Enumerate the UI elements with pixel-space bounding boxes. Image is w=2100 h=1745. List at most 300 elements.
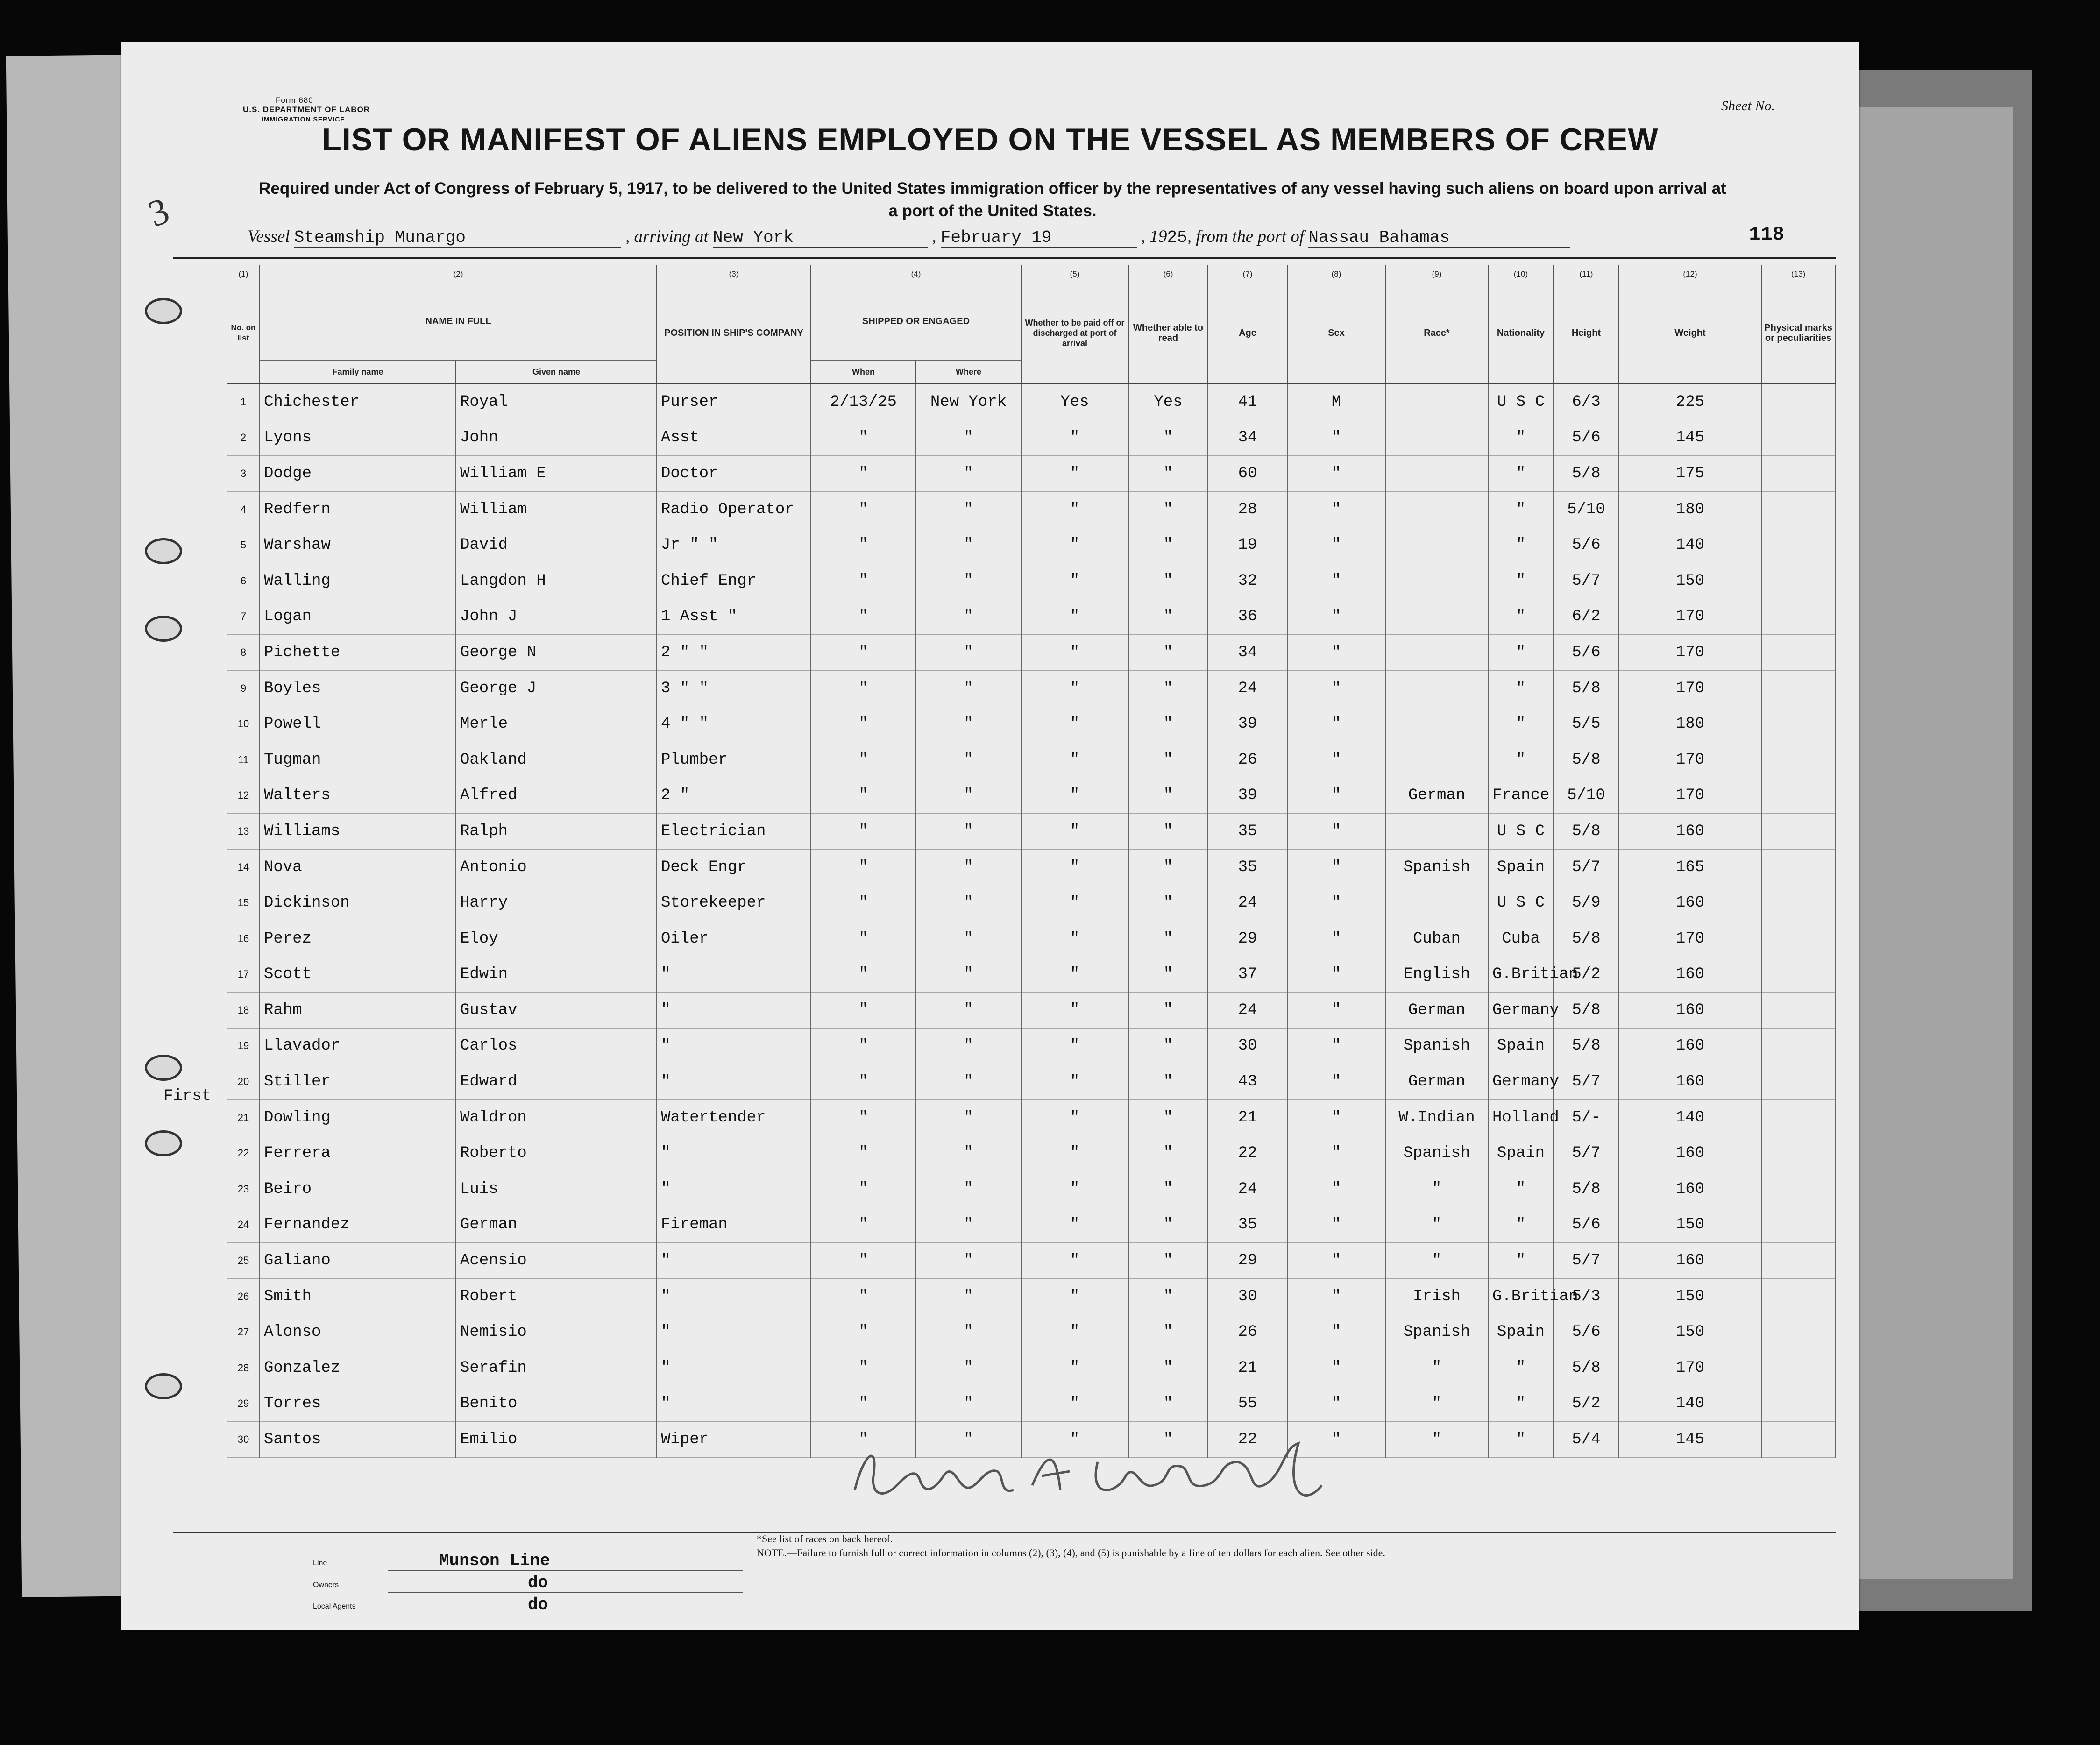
header-age: Age (1208, 283, 1287, 384)
cell-family: Galiano (260, 1243, 456, 1279)
officer-signature (836, 1434, 1359, 1516)
cell-read: " (1128, 885, 1208, 921)
cell-nationality: Spain (1488, 1314, 1554, 1350)
cell-weight: 160 (1619, 814, 1761, 850)
cell-marks (1761, 1207, 1835, 1243)
cell-when: " (811, 1207, 916, 1243)
cell-when: " (811, 921, 916, 957)
cell-paid: " (1021, 1099, 1128, 1135)
cell-given: William (456, 491, 657, 527)
table-row (227, 849, 1835, 885)
year-prefix: , 19 (1141, 227, 1167, 246)
cell-race: Spanish (1385, 849, 1488, 885)
table-row (227, 670, 1835, 706)
cell-where: " (916, 1171, 1021, 1207)
cell-age: 43 (1208, 1064, 1287, 1100)
cell-position: Fireman (657, 1207, 811, 1243)
table-row (227, 1243, 1835, 1279)
cell-marks (1761, 1314, 1835, 1350)
cell-race (1385, 527, 1488, 563)
cell-sex: M (1287, 384, 1385, 420)
cell-sex: " (1287, 1278, 1385, 1314)
cell-position: " (657, 1243, 811, 1279)
cell-family: Chichester (260, 384, 456, 420)
cell-weight: 140 (1619, 1386, 1761, 1422)
cell-position: " (657, 1135, 811, 1171)
cell-no: 30 (227, 1422, 260, 1458)
cell-sex: " (1287, 1386, 1385, 1422)
cell-weight: 160 (1619, 1028, 1761, 1064)
cell-weight: 170 (1619, 921, 1761, 957)
cell-given: Gustav (456, 993, 657, 1029)
cell-sex: " (1287, 1135, 1385, 1171)
cell-height: 5/9 (1554, 885, 1619, 921)
cell-where: " (916, 1243, 1021, 1279)
col-num-12: (12) (1619, 265, 1761, 283)
cell-given: Harry (456, 885, 657, 921)
cell-no: 5 (227, 527, 260, 563)
cell-family: Logan (260, 599, 456, 635)
arrival-port: New York (713, 228, 928, 248)
form-header (243, 96, 370, 124)
cell-read: " (1128, 1350, 1208, 1386)
cell-age: 37 (1208, 957, 1287, 993)
cell-when: " (811, 885, 916, 921)
cell-given: Antonio (456, 849, 657, 885)
cell-position: 3 " " (657, 670, 811, 706)
cell-when: " (811, 635, 916, 671)
cell-when: " (811, 1350, 916, 1386)
table-row (227, 778, 1835, 814)
cell-height: 5/2 (1554, 1386, 1619, 1422)
cell-weight: 150 (1619, 1278, 1761, 1314)
cell-when: " (811, 993, 916, 1029)
sheet-number: 118 (1749, 223, 1784, 246)
cell-family: Beiro (260, 1171, 456, 1207)
cell-age: 29 (1208, 1243, 1287, 1279)
cell-when: " (811, 957, 916, 993)
cell-family: Stiller (260, 1064, 456, 1100)
cell-where: " (916, 706, 1021, 742)
cell-when: " (811, 1028, 916, 1064)
cell-sex: " (1287, 1422, 1385, 1458)
header-weight: Weight (1619, 283, 1761, 384)
cell-where: " (916, 563, 1021, 599)
cell-where: " (916, 1135, 1021, 1171)
vessel-name: Steamship Munargo (294, 228, 621, 248)
cell-given: Emilio (456, 1422, 657, 1458)
cell-marks (1761, 384, 1835, 420)
page-title: LIST OR MANIFEST OF ALIENS EMPLOYED ON THE VESSEL AS MEMBERS OF CREW (322, 122, 1659, 157)
cell-when: " (811, 1135, 916, 1171)
cell-weight: 170 (1619, 742, 1761, 778)
cell-nationality: U S C (1488, 814, 1554, 850)
cell-read: " (1128, 1099, 1208, 1135)
cell-height: 5/3 (1554, 1278, 1619, 1314)
cell-when: " (811, 670, 916, 706)
header-paid-off: Whether to be paid off or discharged at port of arrival (1021, 283, 1128, 384)
cell-marks (1761, 778, 1835, 814)
cell-read: " (1128, 778, 1208, 814)
cell-no: 12 (227, 778, 260, 814)
cell-paid: " (1021, 1386, 1128, 1422)
binder-hole (145, 298, 182, 324)
cell-no: 2 (227, 420, 260, 456)
cell-when: " (811, 849, 916, 885)
race-note: *See list of races on back hereof. (757, 1533, 893, 1545)
cell-race (1385, 670, 1488, 706)
cell-read: " (1128, 599, 1208, 635)
cell-paid: " (1021, 1350, 1128, 1386)
cell-no: 8 (227, 635, 260, 671)
cell-paid: " (1021, 491, 1128, 527)
cell-weight: 160 (1619, 1135, 1761, 1171)
cell-given: George N (456, 635, 657, 671)
cell-height: 5/8 (1554, 814, 1619, 850)
cell-read: " (1128, 420, 1208, 456)
cell-given: Alfred (456, 778, 657, 814)
cell-sex: " (1287, 1099, 1385, 1135)
cell-height: 5/8 (1554, 1028, 1619, 1064)
cell-position: Radio Operator (657, 491, 811, 527)
cell-given: Nemisio (456, 1314, 657, 1350)
cell-paid: " (1021, 849, 1128, 885)
cell-read: " (1128, 993, 1208, 1029)
cell-when: 2/13/25 (811, 384, 916, 420)
cell-position: " (657, 1350, 811, 1386)
cell-position: 2 " (657, 778, 811, 814)
cell-weight: 160 (1619, 957, 1761, 993)
cell-marks (1761, 993, 1835, 1029)
cell-read: " (1128, 742, 1208, 778)
cell-height: 5/2 (1554, 957, 1619, 993)
cell-where: " (916, 635, 1021, 671)
cell-race: " (1385, 1386, 1488, 1422)
cell-position: " (657, 993, 811, 1029)
cell-height: 5/10 (1554, 491, 1619, 527)
cell-where: " (916, 921, 1021, 957)
cell-position: Purser (657, 384, 811, 420)
table-row (227, 921, 1835, 957)
table-row (227, 1171, 1835, 1207)
cell-position: " (657, 1278, 811, 1314)
col-num-3: (3) (657, 265, 811, 283)
cell-given: Edward (456, 1064, 657, 1100)
cell-when: " (811, 1386, 916, 1422)
cell-race (1385, 384, 1488, 420)
from-label: , from the port of (1187, 227, 1305, 246)
cell-sex: " (1287, 1171, 1385, 1207)
cell-paid: " (1021, 957, 1128, 993)
table-row (227, 1064, 1835, 1100)
line-label: Line (313, 1559, 327, 1567)
cell-no: 23 (227, 1171, 260, 1207)
cell-race (1385, 706, 1488, 742)
cell-marks (1761, 921, 1835, 957)
cell-given: Edwin (456, 957, 657, 993)
cell-read: " (1128, 635, 1208, 671)
cell-paid: " (1021, 635, 1128, 671)
cell-paid: " (1021, 742, 1128, 778)
cell-marks (1761, 957, 1835, 993)
margin-note: First (163, 1087, 212, 1105)
cell-height: 5/7 (1554, 1135, 1619, 1171)
col-num-10: (10) (1488, 265, 1554, 283)
agents-value: do (528, 1595, 548, 1614)
cell-nationality: " (1488, 1243, 1554, 1279)
sheet-no-label: Sheet No. (1721, 98, 1775, 113)
cell-age: 30 (1208, 1028, 1287, 1064)
cell-given: William E (456, 456, 657, 492)
cell-given: Langdon H (456, 563, 657, 599)
cell-nationality: " (1488, 1422, 1554, 1458)
cell-age: 34 (1208, 635, 1287, 671)
table-row (227, 563, 1835, 599)
cell-weight: 170 (1619, 778, 1761, 814)
cell-race: English (1385, 957, 1488, 993)
cell-nationality: G.Britian (1488, 957, 1554, 993)
cell-height: 6/2 (1554, 599, 1619, 635)
crew-table-wrap (227, 265, 1836, 1458)
cell-no: 6 (227, 563, 260, 599)
col-num-7: (7) (1208, 265, 1287, 283)
cell-family: Pichette (260, 635, 456, 671)
cell-where: " (916, 670, 1021, 706)
cell-given: Merle (456, 706, 657, 742)
cell-position: " (657, 957, 811, 993)
service-name: IMMIGRATION SERVICE (262, 115, 345, 123)
cell-position: " (657, 1028, 811, 1064)
cell-when: " (811, 420, 916, 456)
cell-when: " (811, 1171, 916, 1207)
header-when: When (811, 360, 916, 384)
cell-marks (1761, 1064, 1835, 1100)
cell-given: Luis (456, 1171, 657, 1207)
cell-age: 28 (1208, 491, 1287, 527)
cell-age: 26 (1208, 1314, 1287, 1350)
cell-given: David (456, 527, 657, 563)
cell-age: 41 (1208, 384, 1287, 420)
col-num-9: (9) (1385, 265, 1488, 283)
header-height: Height (1554, 283, 1619, 384)
cell-nationality: " (1488, 670, 1554, 706)
corner-mark: 3 (142, 190, 175, 235)
cell-family: Santos (260, 1422, 456, 1458)
cell-weight: 175 (1619, 456, 1761, 492)
col-num-13: (13) (1761, 265, 1835, 283)
cell-paid: " (1021, 814, 1128, 850)
cell-weight: 170 (1619, 599, 1761, 635)
table-row (227, 993, 1835, 1029)
table-row (227, 527, 1835, 563)
table-row (227, 420, 1835, 456)
cell-sex: " (1287, 885, 1385, 921)
binder-hole (145, 1130, 182, 1156)
cell-race (1385, 420, 1488, 456)
cell-height: 5/8 (1554, 1350, 1619, 1386)
cell-sex: " (1287, 456, 1385, 492)
cell-marks (1761, 849, 1835, 885)
cell-age: 21 (1208, 1350, 1287, 1386)
cell-marks (1761, 527, 1835, 563)
cell-race: Cuban (1385, 921, 1488, 957)
table-row (227, 1207, 1835, 1243)
cell-age: 22 (1208, 1135, 1287, 1171)
cell-nationality: France (1488, 778, 1554, 814)
table-row (227, 706, 1835, 742)
cell-age: 24 (1208, 670, 1287, 706)
cell-race: German (1385, 1064, 1488, 1100)
cell-family: Fernandez (260, 1207, 456, 1243)
header-physical-marks: Physical marks or peculiarities (1761, 283, 1835, 384)
cell-read: " (1128, 563, 1208, 599)
cell-no: 20 (227, 1064, 260, 1100)
cell-sex: " (1287, 1064, 1385, 1100)
cell-sex: " (1287, 957, 1385, 993)
cell-weight: 150 (1619, 1314, 1761, 1350)
cell-when: " (811, 1064, 916, 1100)
cell-paid: " (1021, 1135, 1128, 1171)
cell-sex: " (1287, 814, 1385, 850)
cell-position: Electrician (657, 814, 811, 850)
cell-sex: " (1287, 1028, 1385, 1064)
cell-read: " (1128, 957, 1208, 993)
cell-paid: " (1021, 778, 1128, 814)
cell-sex: " (1287, 921, 1385, 957)
cell-when: " (811, 456, 916, 492)
cell-race (1385, 814, 1488, 850)
col-num-8: (8) (1287, 265, 1385, 283)
table-row (227, 1099, 1835, 1135)
year-suffix: 25 (1167, 228, 1187, 247)
cell-no: 13 (227, 814, 260, 850)
cell-weight: 160 (1619, 1064, 1761, 1100)
cell-marks (1761, 491, 1835, 527)
cell-nationality: U S C (1488, 384, 1554, 420)
cell-where: " (916, 1064, 1021, 1100)
cell-family: Walling (260, 563, 456, 599)
cell-sex: " (1287, 993, 1385, 1029)
cell-read: " (1128, 670, 1208, 706)
header-sex: Sex (1287, 283, 1385, 384)
cell-no: 7 (227, 599, 260, 635)
cell-no: 22 (227, 1135, 260, 1171)
cell-marks (1761, 420, 1835, 456)
table-row (227, 635, 1835, 671)
cell-height: 5/6 (1554, 420, 1619, 456)
cell-height: 5/6 (1554, 1207, 1619, 1243)
cell-age: 21 (1208, 1099, 1287, 1135)
cell-weight: 140 (1619, 1099, 1761, 1135)
cell-sex: " (1287, 563, 1385, 599)
cell-paid: " (1021, 1422, 1128, 1458)
cell-weight: 160 (1619, 885, 1761, 921)
cell-no: 11 (227, 742, 260, 778)
cell-age: 26 (1208, 742, 1287, 778)
cell-nationality: U S C (1488, 885, 1554, 921)
cell-age: 19 (1208, 527, 1287, 563)
cell-no: 24 (227, 1207, 260, 1243)
cell-paid: " (1021, 599, 1128, 635)
cell-paid: " (1021, 706, 1128, 742)
cell-where: " (916, 491, 1021, 527)
cell-read: " (1128, 491, 1208, 527)
cell-position: Asst (657, 420, 811, 456)
cell-sex: " (1287, 635, 1385, 671)
cell-where: " (916, 420, 1021, 456)
cell-given: John J (456, 599, 657, 635)
cell-no: 17 (227, 957, 260, 993)
table-row (227, 491, 1835, 527)
cell-nationality: Germany (1488, 1064, 1554, 1100)
cell-height: 5/8 (1554, 742, 1619, 778)
cell-race (1385, 599, 1488, 635)
cell-sex: " (1287, 1243, 1385, 1279)
cell-when: " (811, 1314, 916, 1350)
cell-no: 21 (227, 1099, 260, 1135)
table-row (227, 1135, 1835, 1171)
arriving-label: , arriving at (625, 227, 709, 246)
col-num-5: (5) (1021, 265, 1128, 283)
cell-age: 34 (1208, 420, 1287, 456)
cell-given: George J (456, 670, 657, 706)
cell-race: W.Indian (1385, 1099, 1488, 1135)
cell-marks (1761, 885, 1835, 921)
cell-family: Scott (260, 957, 456, 993)
header-nationality: Nationality (1488, 283, 1554, 384)
cell-no: 27 (227, 1314, 260, 1350)
binder-hole (145, 1373, 182, 1399)
cell-marks (1761, 599, 1835, 635)
arrival-date: February 19 (941, 228, 1137, 248)
cell-nationality: " (1488, 456, 1554, 492)
cell-read: " (1128, 1314, 1208, 1350)
cell-where: " (916, 993, 1021, 1029)
cell-age: 32 (1208, 563, 1287, 599)
cell-where: " (916, 778, 1021, 814)
cell-marks (1761, 563, 1835, 599)
cell-race: Irish (1385, 1278, 1488, 1314)
cell-weight: 165 (1619, 849, 1761, 885)
cell-read: " (1128, 1207, 1208, 1243)
cell-race (1385, 456, 1488, 492)
cell-family: Gonzalez (260, 1350, 456, 1386)
cell-sex: " (1287, 599, 1385, 635)
cell-read: " (1128, 1243, 1208, 1279)
cell-nationality: Germany (1488, 993, 1554, 1029)
cell-where: " (916, 599, 1021, 635)
table-row (227, 742, 1835, 778)
line-underline (388, 1570, 743, 1571)
cell-position: Jr " " (657, 527, 811, 563)
cell-height: 5/7 (1554, 563, 1619, 599)
cell-where: " (916, 957, 1021, 993)
cell-given: German (456, 1207, 657, 1243)
cell-nationality: Spain (1488, 1135, 1554, 1171)
cell-family: Lyons (260, 420, 456, 456)
col-num-11: (11) (1554, 265, 1619, 283)
cell-height: 6/3 (1554, 384, 1619, 420)
penalty-note: NOTE.—Failure to furnish full or correct information in columns (2), (3), (4), and (5) is punishable by a fine of ten dollars for each alien. See other side. (757, 1547, 1385, 1559)
crew-table-body (227, 384, 1835, 1458)
cell-marks (1761, 1243, 1835, 1279)
cell-age: 22 (1208, 1422, 1287, 1458)
cell-no: 4 (227, 491, 260, 527)
cell-nationality: " (1488, 742, 1554, 778)
col-num-2: (2) (260, 265, 657, 283)
cell-where: " (916, 1422, 1021, 1458)
cell-height: 5/- (1554, 1099, 1619, 1135)
